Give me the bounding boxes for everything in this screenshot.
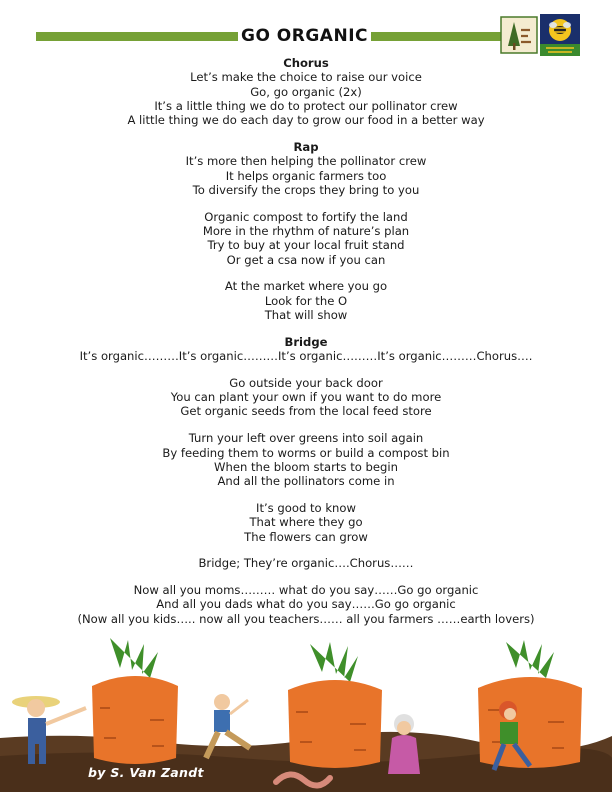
lyrics: [0, 56, 612, 639]
lyric-line: Bridge; They’re organic….Chorus……: [198, 556, 414, 571]
lyric-line: Go, go organic (2x): [250, 84, 362, 99]
stanza: [0, 376, 612, 419]
lyric-line: You can plant your own if you want to do more: [170, 390, 442, 405]
lyric-line: That will show: [264, 307, 348, 322]
stanza: [0, 140, 612, 197]
stanza: [0, 431, 612, 488]
lyric-line: That where they go: [249, 515, 363, 530]
lyric-line: Organic compost to fortify the land: [204, 209, 408, 224]
stanza-heading: Rap: [293, 139, 319, 154]
grandmother-figure: [388, 714, 420, 774]
author-byline: by S. Van Zandt: [88, 765, 204, 780]
lyric-line: To diversify the crops they bring to you: [192, 182, 420, 197]
lyric-line: Look for the O: [264, 293, 348, 308]
lyric-line: The flowers can grow: [244, 529, 368, 544]
title-bar-right: [371, 32, 502, 41]
stanza: [0, 556, 612, 570]
page-title: GO ORGANIC: [240, 26, 368, 46]
lyric-line: Go outside your back door: [229, 375, 383, 390]
carrot-left: [92, 638, 178, 764]
title-bar-left: [36, 32, 238, 41]
lyric-line: When the bloom starts to begin: [214, 459, 398, 474]
lyric-line: It’s a little thing we do to protect our pollinator crew: [154, 98, 458, 113]
lyric-line: It helps organic farmers too: [225, 168, 387, 183]
lyric-line: And all you dads what do you say……Go go organic: [156, 597, 456, 612]
stanza: [0, 210, 612, 267]
stanza: [0, 583, 612, 626]
lyric-line: At the market where you go: [224, 279, 388, 294]
stanza: [0, 56, 612, 127]
stanza: [0, 501, 612, 544]
lyric-line: It’s good to know: [256, 500, 356, 515]
lyric-line: A little thing we do each day to grow our food in a better way: [127, 113, 485, 128]
lyric-line: Let’s make the choice to raise our voice: [190, 70, 422, 85]
lyric-line: Try to buy at your local fruit stand: [207, 238, 405, 253]
stanza-heading: Bridge: [284, 334, 328, 349]
lyric-line: (Now all you kids….. now all you teachers…… all you farmers ……earth lovers): [77, 611, 535, 626]
lyric-line: Now all you moms……… what do you say……Go go organic: [133, 583, 479, 598]
tree-letters-logo-icon: [500, 16, 538, 54]
carrot-middle: [288, 642, 382, 768]
lyric-line: And all the pollinators come in: [217, 474, 395, 489]
stanza-heading: Chorus: [283, 56, 329, 70]
carrot-right: [478, 640, 582, 768]
lyric-line: More in the rhythm of nature’s plan: [202, 223, 410, 238]
lyric-line: Get organic seeds from the local feed store: [180, 404, 432, 419]
lyric-line: It’s organic………It’s organic………It’s organic………It’s organic………Chorus….: [79, 349, 533, 364]
lyric-line: Turn your left over greens into soil again: [188, 431, 424, 446]
lyric-line: It’s more then helping the pollinator crew: [185, 154, 427, 169]
stanza: [0, 335, 612, 364]
lyric-line: By feeding them to worms or build a compost bin: [162, 445, 450, 460]
lyric-line: Or get a csa now if you can: [226, 252, 386, 267]
bee-plant-logo-icon: [540, 14, 580, 56]
stanza: [0, 279, 612, 322]
